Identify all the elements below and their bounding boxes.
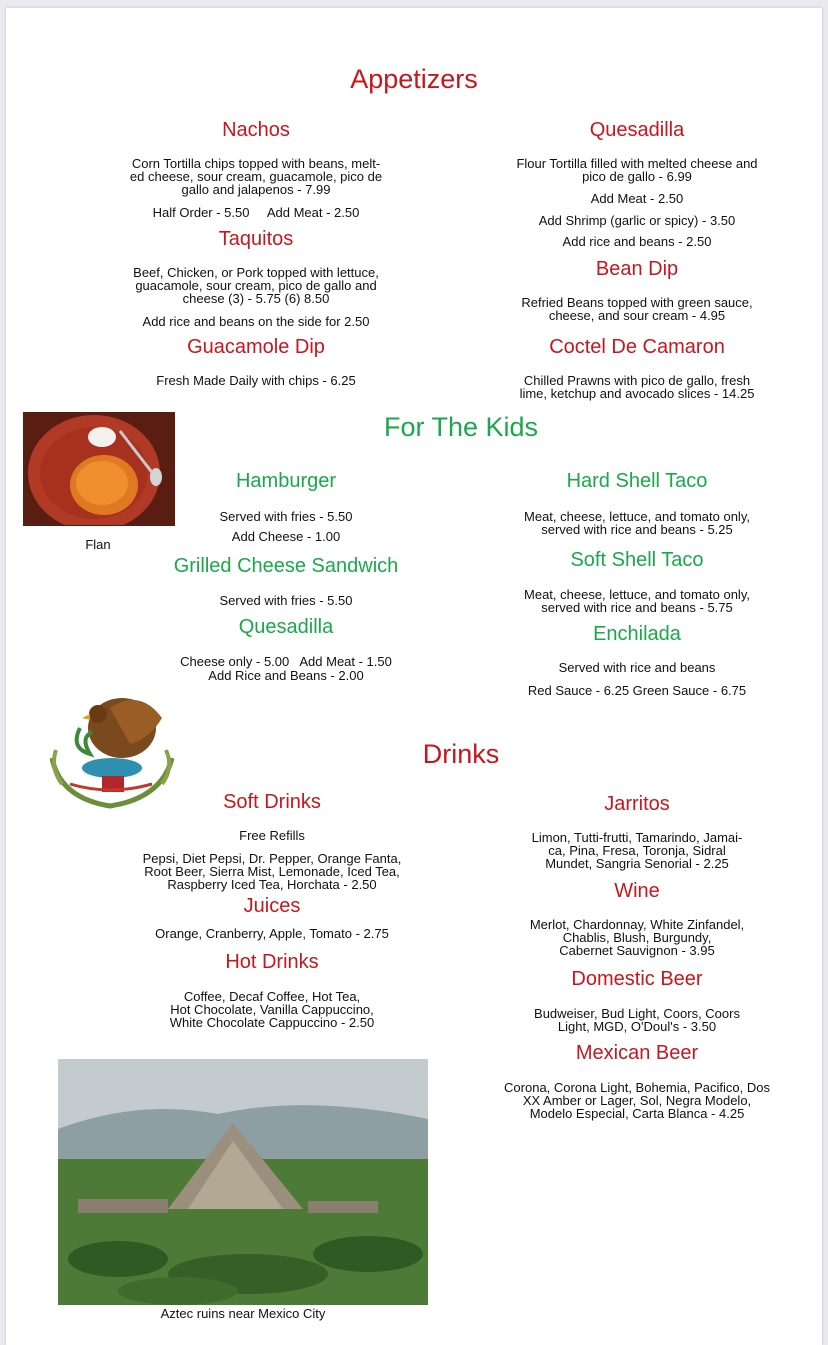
drink-title-soft: Soft Drinks <box>223 791 321 813</box>
flan-photo <box>23 412 175 526</box>
section-title-kids: For The Kids <box>383 412 539 442</box>
kids-title-hardtaco: Hard Shell Taco <box>566 470 708 492</box>
item-title-coctel: Coctel De Camaron <box>549 336 725 358</box>
drink-desc-mexican: Corona, Corona Light, Bohemia, Pacifico, Dos XX Amber or Lager, Sol, Negra Modelo, Modelo Especial, Carta Blanca - 4.25 <box>504 1080 770 1121</box>
kids-line-hamburger-2: Add Cheese - 1.00 <box>231 529 341 544</box>
kids-title-grilled: Grilled Cheese Sandwich <box>173 555 399 577</box>
drink-title-juices: Juices <box>243 895 301 917</box>
item-title-quesadilla: Quesadilla <box>589 119 685 141</box>
item-title-beandip: Bean Dip <box>595 258 679 280</box>
drink-title-jarritos: Jarritos <box>604 793 670 815</box>
item-desc-guacamole: Fresh Made Daily with chips - 6.25 <box>156 373 356 388</box>
drink-desc-jarritos: Limon, Tutti-frutti, Tamarindo, Jamai- ca, Pina, Fresa, Toronja, Sidral Mundet, Sangria Senorial - 2.25 <box>531 830 743 871</box>
kids-line-enchilada-1: Served with rice and beans <box>558 660 716 675</box>
drink-title-mexican: Mexican Beer <box>575 1042 699 1064</box>
kids-line-grilled: Served with fries - 5.50 <box>219 593 353 608</box>
drink-title-hot: Hot Drinks <box>225 951 319 973</box>
item-title-taquitos: Taquitos <box>218 228 294 250</box>
section-title-appetizers: Appetizers <box>350 64 478 94</box>
item-extra-taquitos: Add rice and beans on the side for 2.50 <box>142 314 370 329</box>
aztec-ruins-photo <box>58 1059 428 1305</box>
ruins-illustration <box>58 1059 428 1305</box>
item-desc-taquitos: Beef, Chicken, or Pork topped with lettuce, guacamole, sour cream, pico de gallo and cheese (3) - 5.75 (6) 8.50 <box>133 265 379 306</box>
item-extra-quesadilla-rice: Add rice and beans - 2.50 <box>562 234 712 249</box>
drink-desc-wine: Merlot, Chardonnay, White Zinfandel, Chablis, Blush, Burgundy, Cabernet Sauvignon - 3.95 <box>529 917 745 958</box>
menu-page <box>6 8 822 1345</box>
drink-desc-domestic: Budweiser, Bud Light, Coors, Coors Light, MGD, O'Doul's - 3.50 <box>534 1006 740 1034</box>
kids-title-hamburger: Hamburger <box>235 470 337 492</box>
item-title-nachos: Nachos <box>222 119 290 141</box>
kids-title-enchilada: Enchilada <box>593 623 681 645</box>
kids-line-quesadilla-1: Cheese only - 5.00 Add Meat - 1.50 <box>180 654 392 669</box>
kids-desc-softtaco: Meat, cheese, lettuce, and tomato only, served with rice and beans - 5.75 <box>524 587 750 615</box>
kids-desc-hardtaco: Meat, cheese, lettuce, and tomato only, served with rice and beans - 5.25 <box>524 509 750 537</box>
item-desc-quesadilla: Flour Tortilla filled with melted cheese and pico de gallo - 6.99 <box>516 156 758 184</box>
flan-caption: Flan <box>85 537 111 552</box>
drink-title-domestic: Domestic Beer <box>571 968 703 990</box>
drink-line-refills: Free Refills <box>239 828 305 843</box>
item-desc-nachos: Corn Tortilla chips topped with beans, melt- ed cheese, sour cream, guacamole, pico de gallo and jalapenos - 7.99 <box>129 156 383 197</box>
drink-line-juices: Orange, Cranberry, Apple, Tomato - 2.75 <box>155 926 389 941</box>
drink-desc-hot: Coffee, Decaf Coffee, Hot Tea, Hot Chocolate, Vanilla Cappuccino, White Chocolate Cappuccino - 2.50 <box>169 989 375 1030</box>
drink-title-wine: Wine <box>614 880 660 902</box>
section-title-drinks: Drinks <box>422 739 500 769</box>
kids-title-softtaco: Soft Shell Taco <box>570 549 704 571</box>
item-extra-nachos: Half Order - 5.50 Add Meat - 2.50 <box>152 205 360 220</box>
item-desc-beandip: Refried Beans topped with green sauce, cheese, and sour cream - 4.95 <box>521 295 753 323</box>
kids-title-quesadilla: Quesadilla <box>238 616 334 638</box>
item-extra-quesadilla-shrimp: Add Shrimp (garlic or spicy) - 3.50 <box>538 213 736 228</box>
item-desc-coctel: Chilled Prawns with pico de gallo, fresh lime, ketchup and avocado slices - 14.25 <box>519 373 755 401</box>
drink-desc-soft: Pepsi, Diet Pepsi, Dr. Pepper, Orange Fanta, Root Beer, Sierra Mist, Lemonade, Iced Tea, Raspberry Iced Tea, Horchata - 2.50 <box>142 851 402 892</box>
kids-line-quesadilla-2: Add Rice and Beans - 2.00 <box>208 668 364 683</box>
ruins-caption: Aztec ruins near Mexico City <box>160 1306 326 1321</box>
item-extra-quesadilla-meat: Add Meat - 2.50 <box>590 191 684 206</box>
kids-line-hamburger-1: Served with fries - 5.50 <box>219 509 353 524</box>
kids-line-enchilada-2: Red Sauce - 6.25 Green Sauce - 6.75 <box>527 683 747 698</box>
flan-illustration <box>24 413 174 525</box>
item-title-guacamole: Guacamole Dip <box>187 336 325 358</box>
